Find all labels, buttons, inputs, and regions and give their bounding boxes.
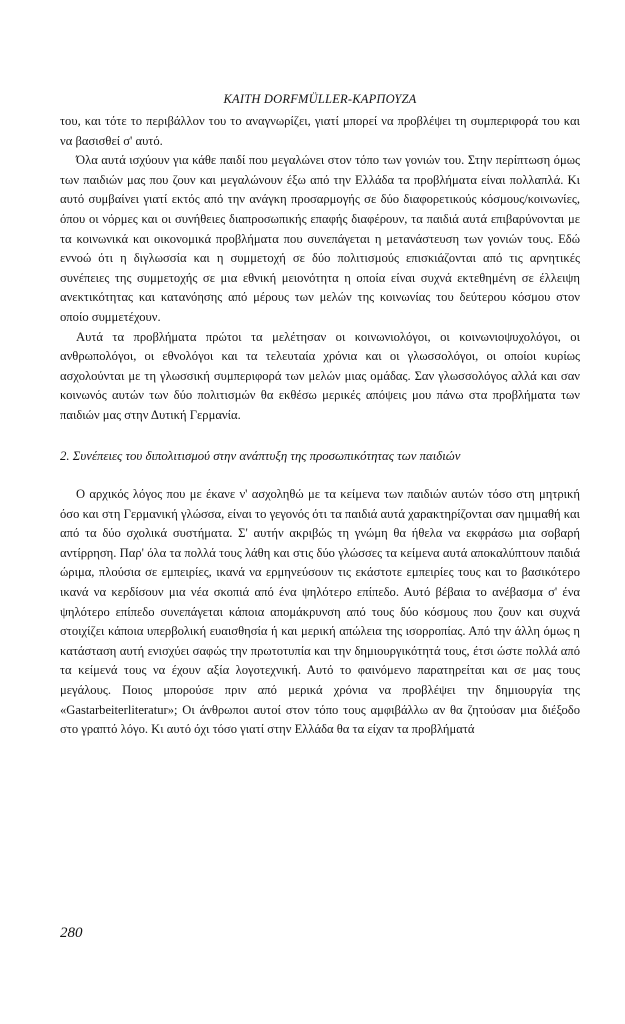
section-paragraph: Ο αρχικός λόγος που με έκανε ν' ασχοληθώ με τα κείμενα των παιδιών αυτών τόσο στη μητρική όσο και στη Γερμανική γλώσσα, είναι το γεγονός ότι τα παιδιά αυτά χαρακτηρίζονται σαν ημιμαθή και από τα δύο σχολικά συστήματα. Σ' αυτήν ακριβώς τη γνώμη θα ήθελα να εκφράσω μια σοβαρή αντίρρηση. Παρ' όλα τα πολλά τους λάθη και στις δύο γλώσσες τα κείμενα αυτά αποκαλύπτουν παιδιά ώριμα, πλούσια σε εμπειρίες, ικανά να ερμηνεύσουν τις εκάστοτε εμπειρίες τους και το βασικότερο ικανά να κερδίσουν μια νέα σκοπιά από ένα ψηλότερο επίπεδο. Αυτό βέβαια το ανέβασμα σ' ένα ψηλότερο επίπεδο συνεπάγεται κάποια απομάκρυνση από τους δύο κόσμους που ζουν και συχνά στοιχίζει κάποια υπερβολική ευαισθησία ή και μερική απώλεια της ισορροπίας. Από την άλλη όμως η κατάσταση αυτή ενισχύει σαφώς την πρωτοτυπία και την δημιουργικότητά τους, έτσι ώστε πολλά από τα κείμενά τους να έχουν αξία λογοτεχνική. Αυτό το φαινόμενο παρατηρείται και σε μας τους μεγάλους. Ποιος μπορούσε πριν από μερικά χρόνια να προβλέψει την δημιουργία της «Gastarbeiterliteratur»; Οι άνθρωποι αυτοί στον τόπο τους αμφιβάλλω αν θα ζητούσαν μια διέξοδο στο γραπτό λόγο. Κι αυτό όχι τόσο γιατί στην Ελλάδα θα τα είχαν τα προβλήματά: [60, 487, 580, 737]
paragraph: Αυτά τα προβλήματα πρώτοι τα μελέτησαν οι κοινωνιολόγοι, οι κοινωνιοψυχολόγοι, οι ανθρωπολόγοι, οι εθνολόγοι και τα τελευταία χρόνια και οι γλωσσολόγοι, οι οποίοι κυρίως ασχολούνται με τη γλωσσική συμπεριφορά των μελών μιας ομάδας. Σαν γλωσσολόγος αλλά και σαν κοινωνός αυτών των δύο πολιτισμών θα εκθέσω μερικές απόψεις μου πάνω στα προβλήματα των παιδιών μας στην Δυτική Γερμανία.: [60, 329, 580, 422]
running-header: KAITH DORFMÜLLER-ΚΑΡΠΟΥΖΑ: [223, 92, 417, 106]
paragraph: Όλα αυτά ισχύουν για κάθε παιδί που μεγαλώνει στον τόπο των γονιών του. Στην περίπτωση όμως των παιδιών μας που ζουν και μεγαλώνουν έξω από την Ελλάδα τα προβλήματα είναι πολλαπλά. Κι αυτό συμβαίνει γιατί εκτός από την ανάγκη προσαρμογής σε δύο διαφορετικούς κόσμους/κοινωνίες, όπου οι νόρμες και οι συνήθειες διαπροσωπικής επαφής διαφέρουν, τα παιδιά αυτά επιβαρύνονται με τα κοινωνικά και οικονομικά προβλήματα που συνεπάγεται η μετανάστευση των γονιών τους. Εδώ εννοώ ότι η διγλωσσία και η συμμετοχή σε δύο πολιτισμούς επισκιάζονται από τις αρνητικές συνέπειες της συμμετοχής σε μια εθνική μειονότητα η οποία είναι συχνά εκτεθημένη σε έλλειψη ανεκτικότητας και κατανόησης από μέρους των μελών της κοινωνίας του δεύτερου κόσμου στον οποίο συμμετέχουν.: [60, 153, 580, 324]
section-heading: 2. Συνέπειες του διπολιτισμού στην ανάπτυξη της προσωπικότητας των παιδιών: [60, 448, 461, 463]
page-number: 280: [60, 925, 83, 941]
body-text: [60, 112, 580, 740]
paragraph-continuation: του, και τότε το περιβάλλον του το αναγνωρίζει, γιατί μπορεί να προβλέψει τη συμπεριφορά του και να βασισθεί σ' αυτό.: [60, 114, 580, 148]
